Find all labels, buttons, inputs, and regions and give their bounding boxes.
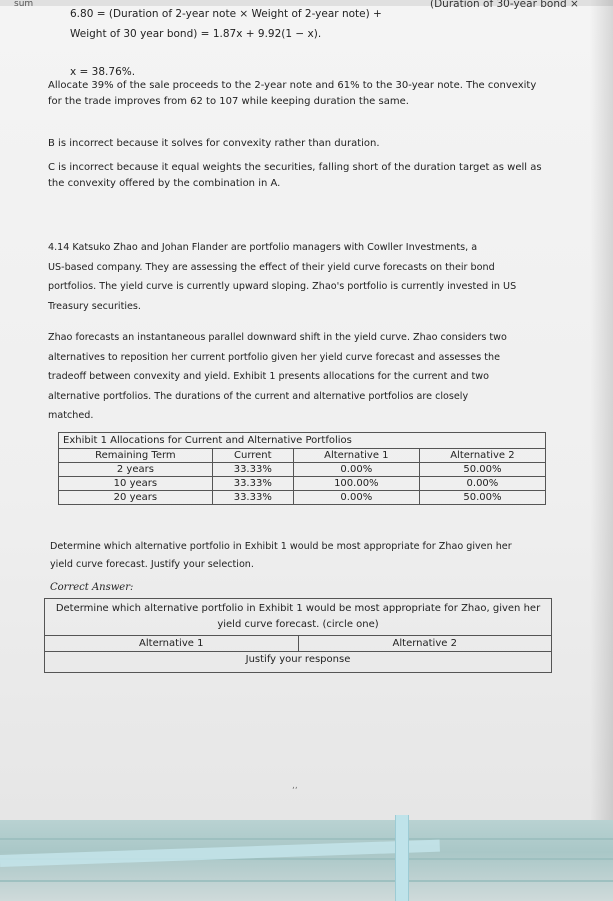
table-cell: 0.00% [419,477,545,491]
justify-row [45,652,551,672]
table-cell: 0.00% [293,463,419,477]
q1-line: 4.14 Katsuko Zhao and Johan Flander are portfolio managers with Cowller Investments, a [48,242,478,253]
table-row [59,463,546,477]
table-cell: 2 years [59,463,213,477]
table-cell: 50.00% [419,463,545,477]
answer-prompt-row [45,599,551,636]
table-row [59,477,546,491]
table-header-row [59,449,546,463]
desk-line [0,880,613,882]
option-alternative-2[interactable]: Alternative 2 [298,636,552,651]
answer-prompt-line-1: Determine which alternative portfolio in Exhibit 1 would be most appropriate for Zhao, given her [55,603,541,614]
q2-line: Zhao forecasts an instantaneous parallel downward shift in the yield curve. Zhao considers two [48,332,507,343]
q2-line: matched. [48,410,94,421]
table-cell: 33.33% [212,463,293,477]
table-cell: 100.00% [293,477,419,491]
answer-prompt [45,599,551,635]
column-header: Remaining Term [59,449,213,463]
answer-options-row [45,636,551,652]
desk-line [0,838,613,840]
question-paragraph-2 [48,328,558,426]
question-paragraph-1 [48,238,558,316]
table-cell: 33.33% [212,491,293,505]
table-cell: 10 years [59,477,213,491]
c-incorrect-line-1: C is incorrect because it equal weights the securities, falling short of the duration target as well as [48,162,542,173]
page-mark: ,, [292,781,298,791]
equation-line-1: 6.80 = (Duration of 2-year note × Weight of 2-year note) + [70,8,382,20]
q2-line: alternative portfolios. The durations of the current and alternative portfolios are closely [48,390,469,402]
allocation-line-1: Allocate 39% of the sale proceeds to the 2-year note and 61% to the 30-year note. The convexity [48,80,537,91]
c-incorrect-line-2: the convexity offered by the combination in A. [48,178,281,189]
cable [395,815,409,901]
exhibit-title: Exhibit 1 Allocations for Current and Alternative Portfolios [58,432,546,448]
table-cell: 50.00% [419,491,545,505]
q2-line: alternatives to reposition her current portfolio given her yield curve forecast and assesses the [48,351,500,363]
answer-prompt-line-2: yield curve forecast. (circle one) [217,619,379,630]
exhibit-1 [58,432,546,505]
table-cell: 33.33% [212,477,293,491]
q1-line: portfolios. The yield curve is currently upward sloping. Zhao's portfolio is currently invested in US [48,281,517,292]
exhibit-table [58,448,546,505]
question-prompt [50,538,590,574]
q1-line: Treasury securities. [48,300,141,312]
column-header: Alternative 1 [293,449,419,463]
allocation-line-2: for the trade improves from 62 to 107 while keeping duration the same. [48,96,409,107]
column-header: Current [212,449,293,463]
q1-line: US-based company. They are assessing the effect of their yield curve forecasts on their bond [48,261,495,273]
q2-line: tradeoff between convexity and yield. Exhibit 1 presents allocations for the current and two [48,371,489,382]
option-alternative-1[interactable]: Alternative 1 [139,638,204,649]
justify-label: Justify your response [245,654,351,665]
cut-text-right: (Duration of 30-year bond × [430,0,579,10]
correct-answer-label: Correct Answer: [50,582,134,593]
b-incorrect: B is incorrect because it solves for convexity rather than duration. [48,138,380,149]
x-value: x = 38.76%. [70,66,136,78]
cut-text-left: sum [14,0,34,9]
table-cell: 20 years [59,491,213,505]
c-incorrect-paragraph [48,160,593,192]
question-line-1: Determine which alternative portfolio in Exhibit 1 would be most appropriate for Zhao given her [50,541,512,552]
equation-line-2: Weight of 30 year bond) = 1.87x + 9.92(1 − x). [70,28,322,40]
column-header: Alternative 2 [419,449,545,463]
page-edge-shadow [590,0,613,820]
table-row [59,491,546,505]
answer-box [44,598,552,673]
question-line-2: yield curve forecast. Justify your selection. [50,559,254,570]
allocation-paragraph [48,78,588,110]
table-cell: 0.00% [293,491,419,505]
